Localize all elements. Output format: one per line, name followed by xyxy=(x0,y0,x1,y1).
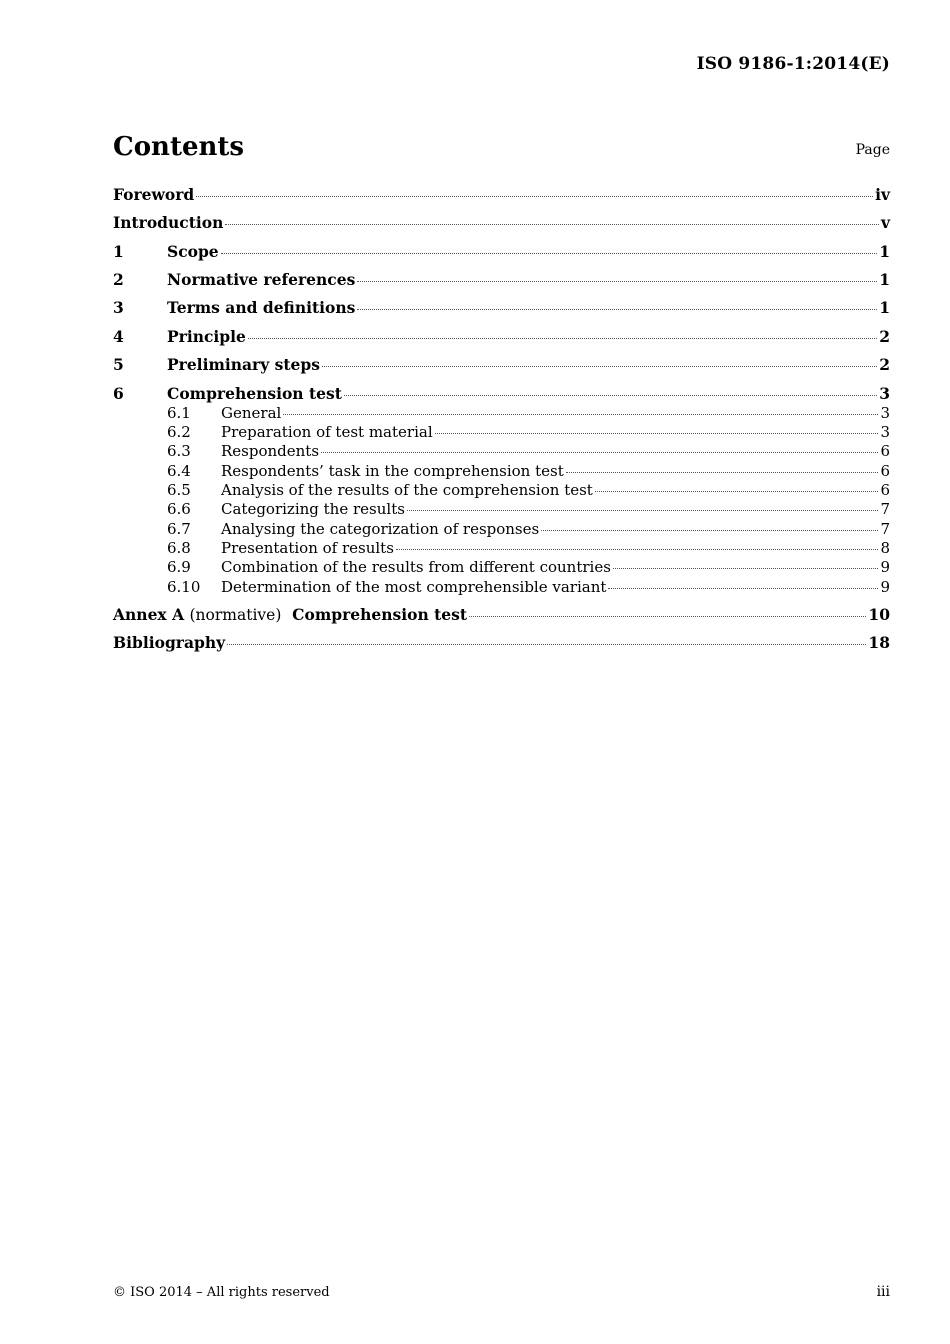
toc-leader-dots xyxy=(435,433,879,434)
toc-entry-number: 6.9 xyxy=(167,558,191,576)
toc-subentry-respondents-task[interactable] xyxy=(113,462,890,480)
document-id: ISO 9186-1:2014(E) xyxy=(696,54,890,74)
toc-entry-page: 1 xyxy=(879,270,890,289)
annex-label: Annex A xyxy=(113,605,185,624)
toc-entry-number: 6.8 xyxy=(167,539,191,557)
toc-entry-page: 7 xyxy=(880,500,890,518)
toc-leader-dots xyxy=(322,366,877,367)
toc-entry-foreword[interactable] xyxy=(113,185,890,204)
toc-leader-dots xyxy=(248,338,877,339)
toc-subentry-categorizing-results[interactable] xyxy=(113,500,890,518)
toc-leader-dots xyxy=(541,530,878,531)
toc-entry-page: 9 xyxy=(880,578,890,596)
toc-entry-page: 10 xyxy=(868,605,890,624)
toc-entry-page: 1 xyxy=(879,298,890,317)
toc-subentry-presentation-of-results[interactable] xyxy=(113,539,890,557)
toc-entry-title: Categorizing the results xyxy=(221,500,405,518)
toc-entry-page: 6 xyxy=(880,481,890,499)
toc-leader-dots xyxy=(344,395,877,396)
toc-leader-dots xyxy=(196,196,873,197)
toc-entry-page: 3 xyxy=(879,384,890,403)
toc-entry-number: 6.6 xyxy=(167,500,191,518)
toc-entry-page: 2 xyxy=(879,355,890,374)
toc-subentry-respondents[interactable] xyxy=(113,442,890,460)
toc-leader-dots xyxy=(225,224,879,225)
toc-entry-title: Presentation of results xyxy=(221,539,394,557)
toc-entry-page: 1 xyxy=(879,242,890,261)
toc-entry-page: 2 xyxy=(879,327,890,346)
toc-entry-title: Introduction xyxy=(113,213,224,232)
toc-entry-page: 6 xyxy=(880,462,890,480)
toc-entry-title: Terms and definitions xyxy=(167,298,356,317)
page-number: iii xyxy=(876,1284,890,1300)
toc-leader-dots xyxy=(608,588,878,589)
toc-leader-dots xyxy=(321,452,878,453)
toc-subentry-combination-of-results[interactable] xyxy=(113,558,890,576)
toc-leader-dots xyxy=(396,549,879,550)
toc-entry-number: 2 xyxy=(113,270,124,289)
toc-entry-page: v xyxy=(880,213,890,232)
toc-entry-page: 7 xyxy=(880,520,890,538)
toc-entry-preliminary-steps[interactable] xyxy=(113,355,890,374)
toc-subentry-preparation-of-test-material[interactable] xyxy=(113,423,890,441)
toc-entry-title: Foreword xyxy=(113,185,195,204)
toc-subentry-analysis-of-results[interactable] xyxy=(113,481,890,499)
toc-leader-dots xyxy=(357,281,877,282)
toc-subentry-most-comprehensible-variant[interactable] xyxy=(113,578,890,596)
toc-entry-page: iv xyxy=(875,185,890,204)
toc-entry-introduction[interactable] xyxy=(113,213,890,232)
toc-entry-number: 6.1 xyxy=(167,404,191,422)
toc-entry-number: 5 xyxy=(113,355,124,374)
toc-leader-dots xyxy=(469,616,866,617)
toc-entry-title: Analysis of the results of the comprehension test xyxy=(221,481,593,499)
toc-leader-dots xyxy=(407,510,879,511)
annex-type: (normative) xyxy=(189,606,282,624)
toc-entry-title: Scope xyxy=(167,242,219,261)
toc-entry-number: 6.7 xyxy=(167,520,191,538)
toc-entry-title: Respondents’ task in the comprehension test xyxy=(221,462,564,480)
toc-entry-number: 6.2 xyxy=(167,423,191,441)
toc-entry-page: 9 xyxy=(880,558,890,576)
toc-entry-number: 6.3 xyxy=(167,442,191,460)
toc-entry-title: Combination of the results from different countries xyxy=(221,558,611,576)
toc-leader-dots xyxy=(283,414,878,415)
toc-leader-dots xyxy=(221,253,878,254)
copyright-notice: © ISO 2014 – All rights reserved xyxy=(113,1285,330,1300)
toc-leader-dots xyxy=(613,568,879,569)
toc-leader-dots xyxy=(357,309,877,310)
toc-entry-annex-a[interactable] xyxy=(113,605,890,624)
toc-entry-title: Preliminary steps xyxy=(167,355,320,374)
toc-entry-page: 3 xyxy=(880,404,890,422)
toc-entry-title: Analysing the categorization of responses xyxy=(221,520,540,538)
toc-entry-page: 6 xyxy=(880,442,890,460)
toc-entry-title: General xyxy=(221,404,282,422)
toc-entry-number: 6.10 xyxy=(167,578,201,596)
toc-entry-page: 3 xyxy=(880,423,890,441)
toc-leader-dots xyxy=(566,472,879,473)
toc-subentry-general[interactable] xyxy=(113,404,890,422)
toc-entry-number: 6.5 xyxy=(167,481,191,499)
toc-entry-scope[interactable] xyxy=(113,242,890,261)
toc-entry-title: Bibliography xyxy=(113,633,226,652)
annex-title: Comprehension test xyxy=(292,605,468,624)
toc-entry-bibliography[interactable] xyxy=(113,633,890,652)
toc-entry-title: Comprehension test xyxy=(167,384,342,403)
toc-entry-number: 1 xyxy=(113,242,124,261)
toc-entry-title: Respondents xyxy=(221,442,320,460)
toc-entry-comprehension-test[interactable] xyxy=(113,384,890,403)
toc-entry-title xyxy=(113,605,467,624)
toc-entry-page: 8 xyxy=(880,539,890,557)
toc-entry-number: 6 xyxy=(113,384,124,403)
toc-entry-terms-and-definitions[interactable] xyxy=(113,298,890,317)
toc-entry-number: 6.4 xyxy=(167,462,191,480)
toc-entry-title: Principle xyxy=(167,327,246,346)
toc-entry-normative-references[interactable] xyxy=(113,270,890,289)
toc-entry-title: Determination of the most comprehensible variant xyxy=(221,578,607,596)
toc-entry-title: Normative references xyxy=(167,270,356,289)
toc-leader-dots xyxy=(227,644,866,645)
toc-leader-dots xyxy=(595,491,879,492)
toc-entry-principle[interactable] xyxy=(113,327,890,346)
toc-entry-number: 4 xyxy=(113,327,124,346)
toc-subentry-analysing-categorization[interactable] xyxy=(113,520,890,538)
toc-entry-number: 3 xyxy=(113,298,124,317)
toc-entry-page: 18 xyxy=(868,633,890,652)
toc-entry-title: Preparation of test material xyxy=(221,423,433,441)
contents-heading: Contents xyxy=(113,132,245,162)
page-column-label: Page xyxy=(855,142,890,158)
